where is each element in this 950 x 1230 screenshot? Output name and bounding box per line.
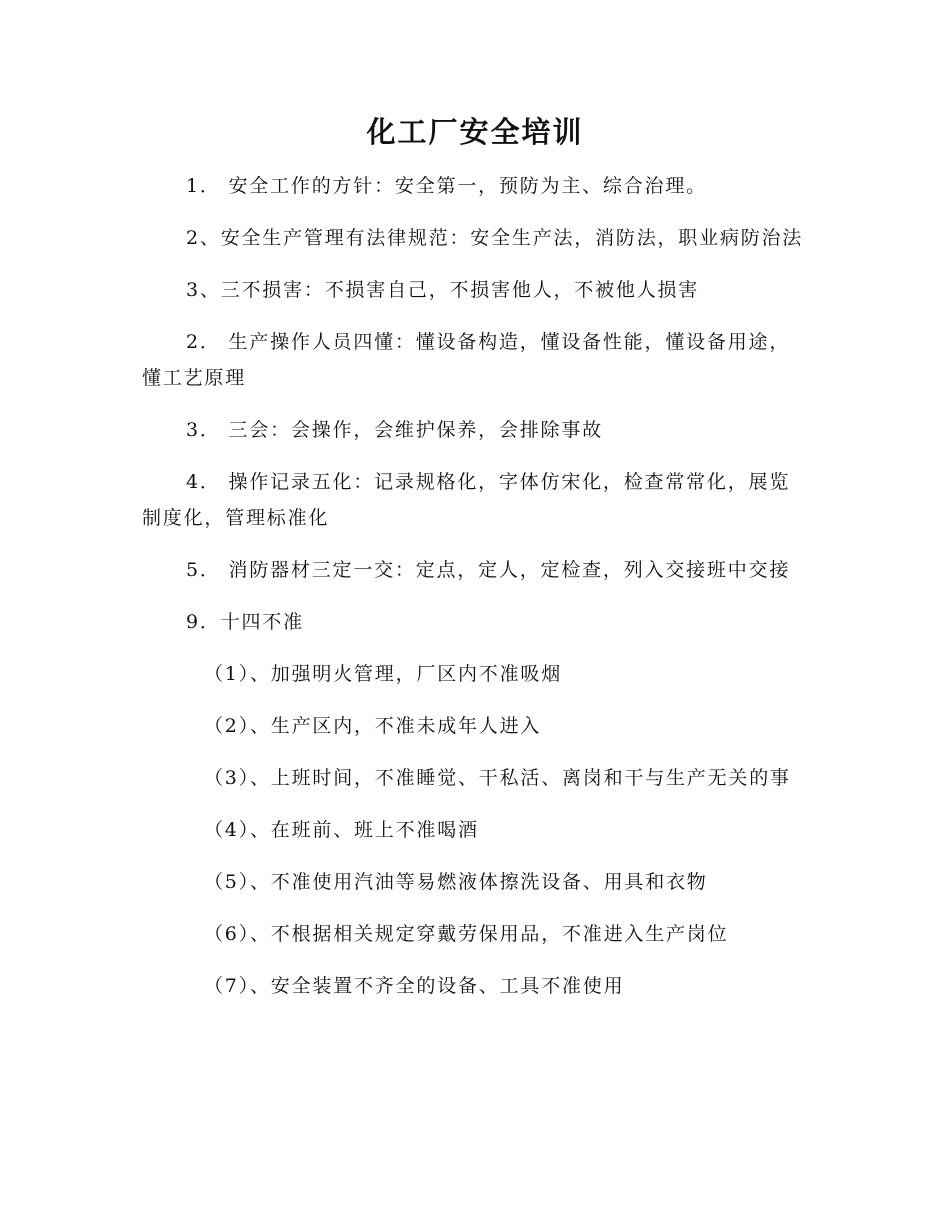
paragraph-three-no-harm: 3、三不损害：不损害自己，不损害他人，不被他人损害 [186,279,700,301]
paragraph-fourteen-prohibitions: 9．十四不准 [186,611,304,633]
list-item-7: （7）、安全装置不齐全的设备、工具不准使用 [204,975,625,997]
list-item-5: （5）、不准使用汽油等易燃液体擦洗设备、用具和衣物 [204,871,708,893]
paragraph-three-abilities: 3． 三会：会操作，会维护保养，会排除事故 [186,419,603,441]
paragraph-fire-equipment: 5． 消防器材三定一交：定点，定人，定检查，列入交接班中交接 [186,559,791,581]
paragraph-laws: 2、安全生产管理有法律规范：安全生产法，消防法，职业病防治法 [186,227,804,249]
paragraph-five-records: 4． 操作记录五化：记录规格化，字体仿宋化，检查常常化，展览制度化，管理标准化 [142,471,791,529]
document-title: 化工厂安全培训 [366,115,584,149]
list-item-6: （6）、不根据相关规定穿戴劳保用品，不准进入生产岗位 [204,923,729,945]
list-item-3: （3）、上班时间，不准睡觉、干私活、离岗和干与生产无关的事 [204,767,791,789]
list-item-2: （2）、生产区内，不准未成年人进入 [204,715,542,737]
paragraph-four-understand: 2． 生产操作人员四懂：懂设备构造，懂设备性能，懂设备用途，懂工艺原理 [142,331,791,389]
list-item-4: （4）、在班前、班上不准喝酒 [204,819,479,841]
list-item-1: （1）、加强明火管理，厂区内不准吸烟 [204,663,562,685]
paragraph-safety-policy: 1． 安全工作的方针：安全第一，预防为主、综合治理。 [186,175,707,197]
document-body [142,168,807,1020]
